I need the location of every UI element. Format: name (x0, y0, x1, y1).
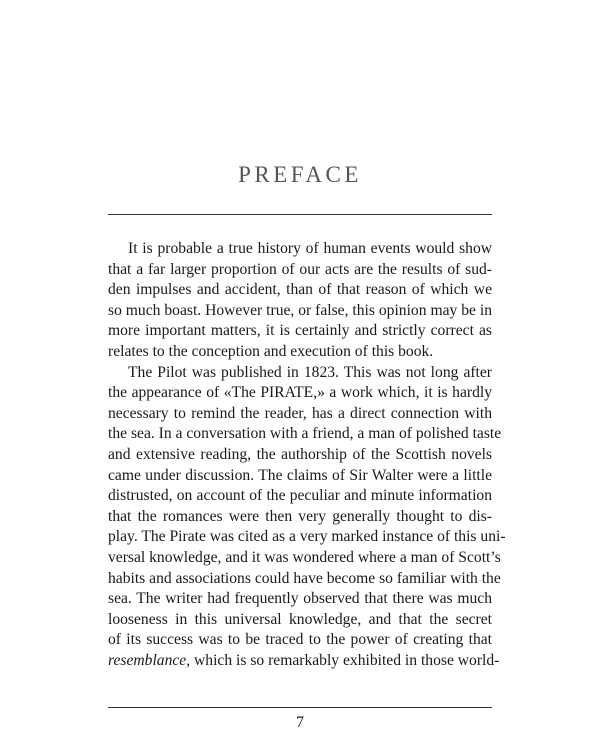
text-line: sea. The writer had frequently observed that there was much (108, 590, 492, 608)
text-fragment: , which is so remarkably exhibited in those world- (186, 651, 500, 669)
text-line: more important matters, it is certainly and strictly correct as (108, 322, 492, 340)
text-line: The Pilot was published in 1823. This was not long after (128, 363, 492, 381)
text-line: of its success was to be traced to the power of creating that (108, 631, 492, 649)
text-line: looseness in this universal knowledge, and that the secret (108, 610, 492, 628)
text-line: so much boast. However true, or false, this opinion may be in (108, 301, 492, 319)
text-line: the appearance of «The PIRATE,» a work which, it is hardly (108, 384, 492, 402)
text-line: that a far larger proportion of our acts are the results of sud- (108, 260, 492, 278)
text-line: and extensive reading, the authorship of the Scottish novels (108, 445, 492, 463)
text-line: came under discussion. The claims of Sir Walter were a little (108, 466, 492, 484)
page-number: 7 (296, 714, 304, 731)
text-line: habits and associations could have become so familiar with the (108, 569, 501, 587)
text-line: versal knowledge, and it was wondered where a man of Scott’s (108, 548, 501, 566)
text-line: relates to the conception and execution of this book. (108, 342, 434, 360)
text-line: play. The Pirate was cited as a very marked instance of this uni- (108, 528, 506, 546)
text-line: It is probable a true history of human events would show (128, 240, 492, 257)
text-line: necessary to remind the reader, has a direct connection with (108, 404, 492, 422)
italic-term: resemblance (108, 651, 187, 669)
text-line: that the romances were then very generally thought to dis- (108, 507, 492, 525)
top-rule (108, 214, 492, 215)
body-text (108, 239, 506, 671)
text-line: distrusted, on account of the peculiar and minute information (108, 487, 492, 505)
text-line-final (108, 651, 500, 672)
text-line: den impulses and accident, than of that reason of which we (108, 281, 492, 299)
text-line: the sea. In a conversation with a friend, a man of polished taste (108, 425, 502, 443)
bottom-rule (108, 707, 492, 708)
page-title: PREFACE (238, 162, 362, 187)
